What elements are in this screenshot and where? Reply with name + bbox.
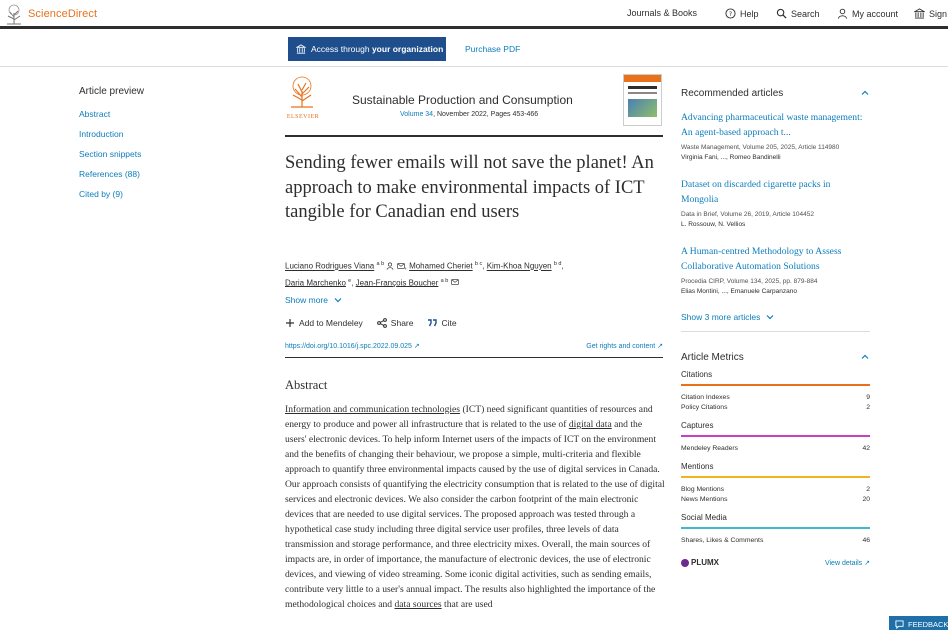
- article-metrics-heading: Article Metrics: [681, 351, 744, 363]
- abstract-link-ict[interactable]: Information and communication technologies: [285, 404, 461, 415]
- cite-button[interactable]: [427, 318, 456, 328]
- recommended-article: [681, 245, 870, 295]
- chevron-up-icon: [860, 352, 870, 362]
- show-more-button[interactable]: [285, 295, 343, 305]
- metric-row: Policy Citations 2: [681, 404, 870, 411]
- abstract-link-data-sources[interactable]: data sources: [394, 599, 442, 610]
- my-account-link[interactable]: [837, 8, 898, 19]
- help-icon: [725, 8, 736, 19]
- recommended-article-authors: L. Rossouw, N. Vellios: [681, 221, 746, 228]
- recommended-articles-header[interactable]: [681, 82, 870, 104]
- chevron-up-icon: [860, 88, 870, 98]
- abstract-link-digital-data[interactable]: digital data: [568, 419, 612, 430]
- sciencedirect-logo[interactable]: [4, 3, 97, 25]
- metric-row: Blog Mentions 2: [681, 486, 870, 493]
- show-more-articles-button[interactable]: [681, 312, 870, 322]
- share-icon: [377, 318, 387, 328]
- recommended-article-authors: Virginia Fani, ..., Romeo Bandinelli: [681, 154, 781, 161]
- doi-link[interactable]: https://doi.org/10.1016/j.spc.2022.09.025 ↗: [285, 343, 420, 350]
- cite-label: Cite: [441, 318, 457, 328]
- chevron-down-icon: [333, 295, 343, 305]
- recommended-article-title[interactable]: A Human-centred Methodology to Assess Collaborative Automation Solutions: [681, 246, 842, 272]
- article-preview-heading: Article preview: [79, 86, 145, 97]
- author-list: Luciano Rodrigues Viana $^{a b}$ , Mohamed Cheriet $^{b c}$, Kim-Khoa Nguyen $^{b d}$, Daria Marchenko $^e$, Jean-François Boucher $^{a b}$: [285, 261, 564, 288]
- search-label: Search: [791, 8, 820, 19]
- recommended-article-authors: Elias Montini, ..., Emanuele Carpanzano: [681, 288, 797, 295]
- recommended-article-title[interactable]: Dataset on discarded cigarette packs in Mongolia: [681, 179, 831, 205]
- article-metrics-header[interactable]: [681, 346, 870, 368]
- add-to-mendeley-button[interactable]: [285, 318, 363, 328]
- author-name[interactable]: Jean-François Boucher: [355, 278, 439, 288]
- article-title: Sending fewer emails will not save the planet! An approach to make environmental impacts of ICT tangible for Canadian end users: [285, 153, 654, 222]
- nav-cited-by[interactable]: Cited by (9): [79, 189, 123, 199]
- top-nav: [0, 0, 948, 29]
- volume-link[interactable]: Volume 34: [400, 111, 434, 118]
- journal-title[interactable]: Sustainable Production and Consumption: [352, 93, 573, 107]
- journal-volume: Volume 34, November 2022, Pages 453-466: [400, 111, 539, 118]
- recommended-article-source: Waste Management, Volume 205, 2025, Article 114980: [681, 144, 840, 151]
- nav-references[interactable]: References (88): [79, 169, 140, 179]
- sign-in-link[interactable]: [914, 8, 947, 19]
- abstract-heading: Abstract: [285, 378, 328, 392]
- metric-row: Citation Indexes 9: [681, 394, 870, 401]
- article-preview-nav: [79, 86, 239, 209]
- journal-header: [285, 73, 663, 137]
- feedback-button[interactable]: [889, 616, 948, 630]
- add-to-mendeley-label: Add to Mendeley: [299, 318, 363, 328]
- access-button-label: Access through your organization: [311, 44, 444, 54]
- divider: [681, 331, 870, 332]
- abstract-text: Information and communication technologies (ICT) need significant quantities of resources and energy to produce and power all infrastructure that is related to the use of digital data and the users' electronic devices. To help inform Internet users of the impacts of ICT on the environment and the benefits of changing their behaviour, we propose a simple, multi-criteria and flexible approach to quantify three environmental impacts caused by the use of digital services in Canada. Our approach consists of quantifying the electricity consumption that is related to the use of digital services and electronic devices. We also consider the carbon footprint of the main electronic devices that are needed to use digital services. The proposed approach was tested through a hypothetical case study including three digital service user profiles, three levels of data transmission and storage performance, and three electricity mixes. Overall, the main sources of impacts are, in order of importance, the manufacture of electronic devices, the use of electronic devices, and viewing of video streaming. Some iconic digital activities, such as sending emails, contribute very little to a user's annual impact. The results also highlighted the importance of the methodological choices and data sources that are used: [285, 404, 665, 610]
- author-name[interactable]: Kim-Khoa Nguyen: [486, 261, 552, 271]
- metric-category-captures: Captures: [681, 421, 870, 437]
- person-icon: [837, 8, 848, 19]
- article-metrics: [681, 346, 870, 567]
- search-link[interactable]: [776, 8, 820, 19]
- access-through-organization-button[interactable]: [288, 37, 446, 61]
- sign-in-label: Sign: [929, 8, 948, 19]
- author-name[interactable]: Luciano Rodrigues Viana: [285, 261, 375, 271]
- journal-cover-thumbnail[interactable]: [623, 74, 662, 126]
- logo-text: ScienceDirect: [28, 8, 98, 20]
- elsevier-tree-icon: [285, 75, 319, 109]
- my-account-label: My account: [852, 8, 899, 19]
- nav-abstract[interactable]: Abstract: [79, 109, 111, 119]
- recommended-article-source: Data in Brief, Volume 26, 2019, Article 104452: [681, 211, 814, 218]
- institution-icon: [296, 44, 306, 54]
- article-actions: [285, 318, 457, 328]
- share-button[interactable]: [377, 318, 414, 328]
- mail-icon[interactable]: [451, 278, 459, 286]
- purchase-pdf-link[interactable]: Purchase PDF: [465, 44, 521, 54]
- show-more-articles-label: Show 3 more articles: [681, 312, 761, 322]
- share-label: Share: [390, 318, 414, 328]
- elsevier-tree-icon: [4, 3, 24, 25]
- plumx-icon: [681, 559, 689, 567]
- author-name[interactable]: Mohamed Cheriet: [409, 261, 473, 271]
- elsevier-logo[interactable]: [285, 75, 321, 120]
- doi-row: [285, 338, 663, 358]
- nav-introduction[interactable]: Introduction: [79, 129, 124, 139]
- mail-icon[interactable]: [397, 262, 405, 270]
- journals-books-label: Journals & Books: [627, 8, 698, 18]
- recommended-article-source: Procedia CIRP, Volume 134, 2025, pp. 879-884: [681, 278, 818, 285]
- search-icon: [776, 8, 787, 19]
- view-details-link[interactable]: View details ↗: [824, 559, 870, 567]
- get-rights-link[interactable]: Get rights and content ↗: [586, 343, 663, 350]
- institution-icon: [914, 8, 925, 19]
- recommended-article: [681, 111, 870, 161]
- metric-category-citations: Citations: [681, 370, 870, 386]
- svg-text:?: ?: [728, 9, 733, 18]
- help-label: Help: [740, 8, 759, 19]
- plumx-row: [681, 558, 870, 567]
- feedback-label: FEEDBACK: [908, 619, 948, 629]
- quote-icon: [427, 318, 437, 328]
- show-more-label: Show more: [285, 295, 328, 305]
- recommended-article: [681, 178, 870, 228]
- elsevier-label: ELSEVIER: [286, 114, 320, 120]
- chat-icon: [895, 620, 904, 629]
- chevron-down-icon: [765, 312, 775, 322]
- metric-row: News Mentions 20: [681, 496, 870, 503]
- metric-row: Mendeley Readers 42: [681, 445, 870, 452]
- author-name[interactable]: Daria Marchenko: [285, 278, 346, 288]
- plumx-logo: PLUMX: [681, 558, 719, 567]
- nav-section-snippets[interactable]: Section snippets: [79, 149, 142, 159]
- metric-category-mentions: Mentions: [681, 462, 870, 478]
- journals-books-link[interactable]: [627, 8, 697, 18]
- right-sidebar: [681, 82, 870, 567]
- metric-category-social-media: Social Media: [681, 513, 870, 529]
- help-link[interactable]: [725, 8, 759, 19]
- plus-icon: [285, 318, 295, 328]
- recommended-article-title[interactable]: Advancing pharmaceutical waste management: An agent-based approach t...: [681, 112, 863, 138]
- recommended-articles-heading: Recommended articles: [681, 87, 784, 99]
- person-icon[interactable]: [386, 262, 394, 270]
- metric-row: Shares, Likes & Comments 46: [681, 537, 870, 544]
- access-bar: [0, 32, 948, 67]
